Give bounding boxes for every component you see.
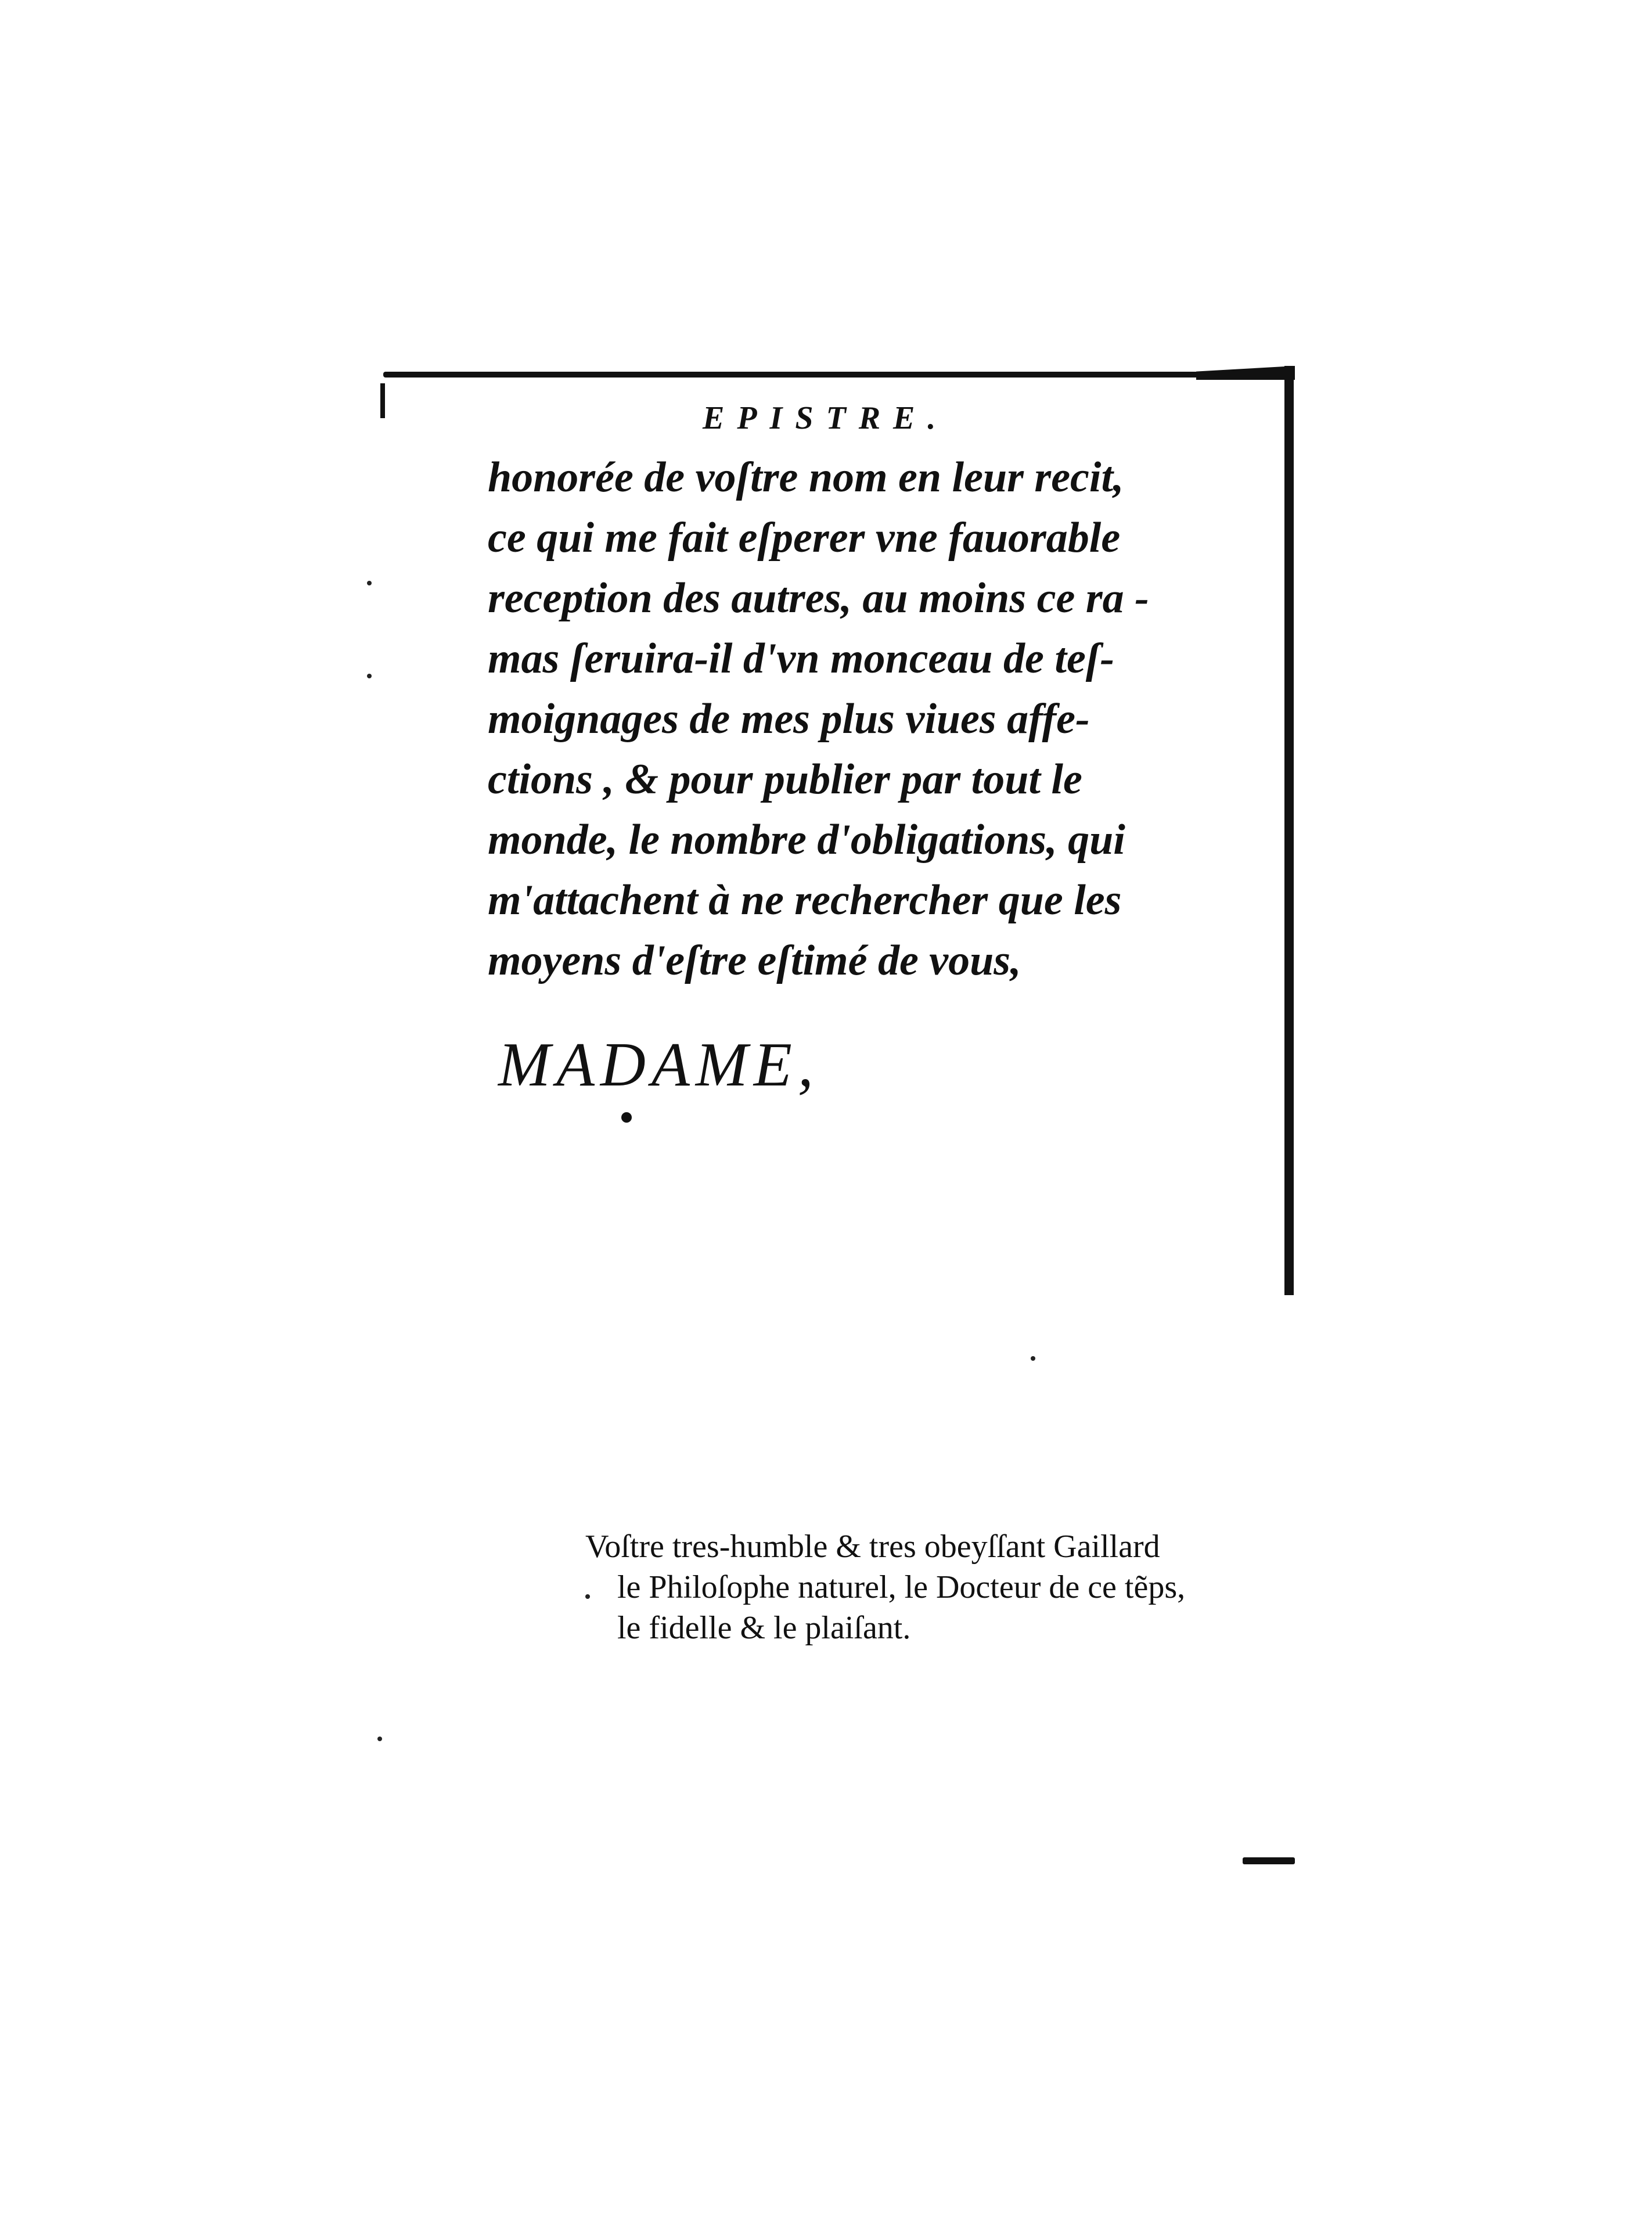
signature-line: le Philoſophe naturel, le Docteur de ce tẽps, <box>617 1569 1186 1605</box>
ink-speck <box>1031 1356 1035 1361</box>
signature-line: le fidelle & le plaiſant. <box>617 1610 911 1646</box>
ink-speck <box>367 674 372 678</box>
top-border-rule <box>383 372 1289 378</box>
top-corner-mark <box>1196 366 1295 380</box>
body-line: reception des autres, au moins ce ra - <box>488 574 1149 622</box>
signature-line: Voſtre tres-humble & tres obeyſſant Gaillard <box>585 1529 1160 1565</box>
epistle-body <box>488 447 1277 991</box>
salutation: MADAME, <box>498 1030 819 1099</box>
running-head: EPISTRE. <box>703 400 949 436</box>
right-page-edge <box>1284 366 1294 1295</box>
body-line: moignages de mes plus viues affe- <box>488 695 1090 743</box>
ink-speck <box>377 1737 382 1741</box>
body-line: m'attachent à ne rechercher que les <box>488 876 1122 924</box>
body-line: mas ſeruira-il d'vn monceau de teſ- <box>488 635 1115 682</box>
body-line: ctions , & pour publier par tout le <box>488 756 1082 803</box>
body-line: ce qui me fait eſperer vne fauorable <box>488 514 1121 562</box>
body-line: monde, le nombre d'obligations, qui <box>488 816 1125 864</box>
body-line: honorée de voſtre nom en leur recit, <box>488 454 1124 501</box>
ink-speck <box>367 581 372 585</box>
ornament-dot <box>621 1112 632 1123</box>
left-margin-tick <box>380 383 385 418</box>
body-line: moyens d'eſtre eſtimé de vous, <box>488 937 1021 984</box>
bottom-edge-dash <box>1243 1857 1295 1864</box>
signature-block <box>585 1526 1185 1648</box>
